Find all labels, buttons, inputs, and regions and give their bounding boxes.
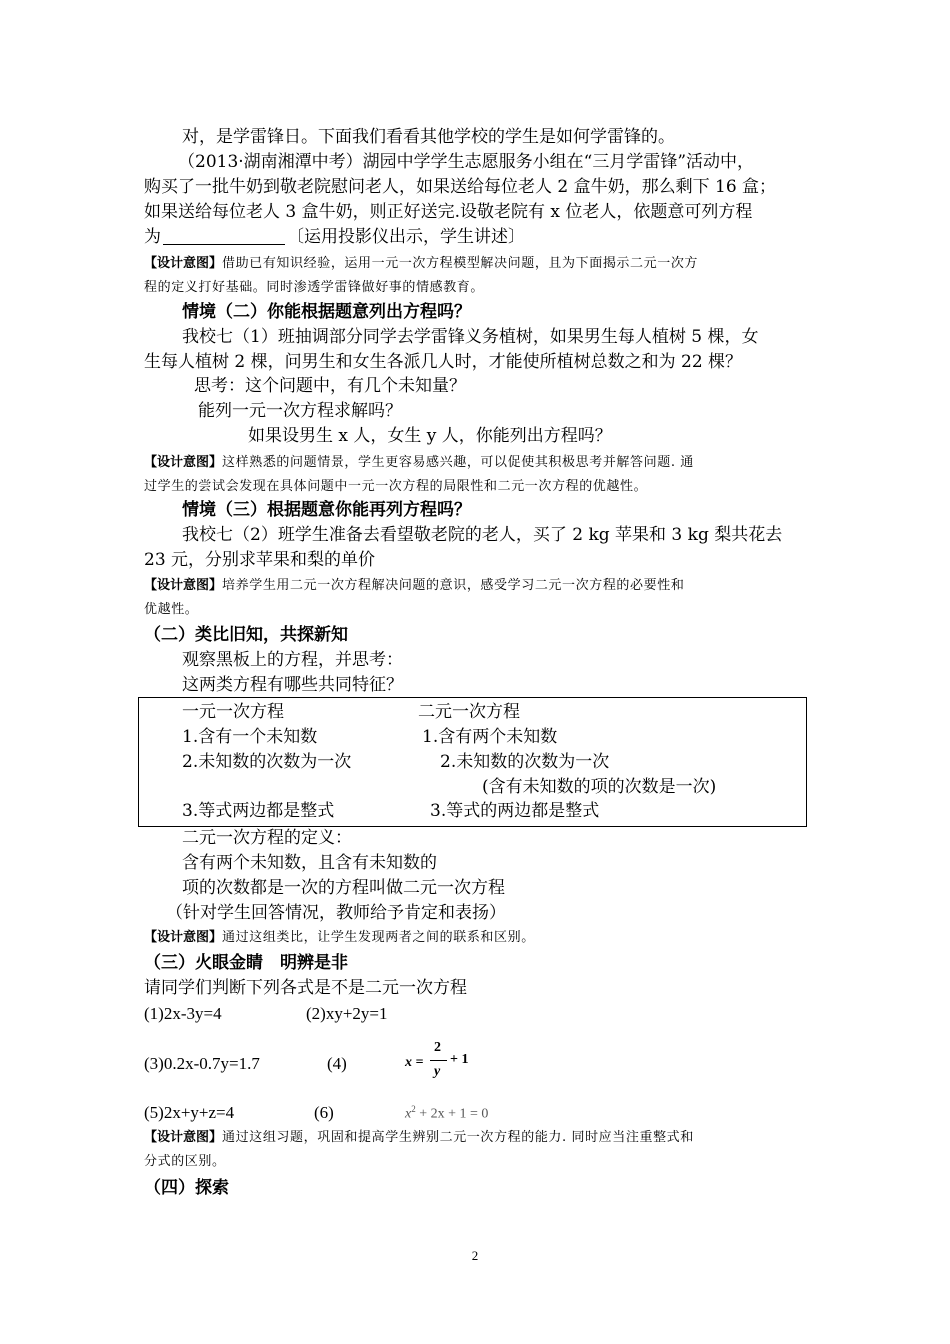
text-line: 如果设男生 x 人，女生 y 人，你能列出方程吗？ xyxy=(248,426,612,446)
note-label: 【设计意图】 xyxy=(144,930,223,945)
text-line: 二元一次方程的定义： xyxy=(182,828,352,848)
formula-denominator: y xyxy=(434,1064,441,1079)
design-note xyxy=(144,451,694,475)
note-text: 通过这组类比，让学生发现两者之间的联系和区别。 xyxy=(222,930,535,945)
equation: (1)2x-3y=4 xyxy=(144,1004,222,1023)
right-item: 1.含有两个未知数 xyxy=(422,727,558,747)
section-heading: （三）火眼金睛 明辨是非 xyxy=(144,953,348,973)
text-line: 能列一元一次方程求解吗？ xyxy=(198,401,402,421)
quadratic-formula xyxy=(405,1104,488,1123)
section-heading: （二）类比旧知，共探新知 xyxy=(144,625,348,645)
answer-blank xyxy=(163,227,285,245)
text-line: （2013·湖南湘潭中考）湖园中学学生志愿服务小组在“三月学雷锋”活动中， xyxy=(178,152,755,172)
note-label: 【设计意图】 xyxy=(144,455,223,470)
formula-lhs: x = xyxy=(405,1055,424,1070)
design-note-cont: 优越性。 xyxy=(144,602,199,617)
right-item-note: (含有未知数的项的次数是一次) xyxy=(482,777,717,797)
page-number: 2 xyxy=(471,1248,479,1263)
text-line: 我校七（2）班学生准备去看望敬老院的老人，买了 2 kg 苹果和 3 kg 梨共花去 xyxy=(182,525,783,545)
note-label: 【设计意图】 xyxy=(144,578,223,593)
right-title: 二元一次方程 xyxy=(418,702,520,722)
text-line: 含有两个未知数，且含有未知数的 xyxy=(182,853,437,873)
text-line: 生每人植树 2 棵，问男生和女生各派几人时，才能使所植树总数之和为 22 棵？ xyxy=(144,352,743,372)
text-line: 我校七（1）班抽调部分同学去学雷锋义务植树，如果男生每人植树 5 棵，女 xyxy=(182,327,759,347)
formula-exponent: 2 xyxy=(411,1104,416,1114)
note-label: 【设计意图】 xyxy=(144,256,223,271)
formula-rest: + 2x + 1 = 0 xyxy=(419,1106,489,1122)
equation: (2)xy+2y=1 xyxy=(306,1004,388,1023)
right-item: 2.未知数的次数为一次 xyxy=(440,752,610,772)
text-line: 23 元，分别求苹果和梨的单价 xyxy=(144,550,376,570)
text-line: 购买了一批牛奶到敬老院慰问老人，如果送给每位老人 2 盒牛奶，那么剩下 16 盒； xyxy=(144,177,777,197)
section-heading: （四）探索 xyxy=(144,1178,229,1198)
text-line: 观察黑板上的方程，并思考： xyxy=(182,650,403,670)
left-title: 一元一次方程 xyxy=(182,702,284,722)
design-note-cont: 程的定义打好基础。同时渗透学雷锋做好事的情感教育。 xyxy=(144,280,485,295)
design-note xyxy=(144,574,684,598)
text-line: 项的次数都是一次的方程叫做二元一次方程 xyxy=(182,878,505,898)
design-note xyxy=(144,252,698,276)
note-text: 借助已有知识经验，运用一元一次方程模型解决问题，且为下面揭示二元一次方 xyxy=(222,256,699,271)
equation: (3)0.2x-0.7y=1.7 xyxy=(144,1054,260,1073)
left-item: 1.含有一个未知数 xyxy=(182,727,318,747)
text-fragment: 为 xyxy=(144,227,161,247)
left-item: 2.未知数的次数为一次 xyxy=(182,752,352,772)
design-note xyxy=(144,926,535,950)
design-note-cont: 分式的区别。 xyxy=(144,1154,226,1169)
formula-numerator: 2 xyxy=(434,1040,441,1055)
text-line: （针对学生回答情况，教师给予肯定和表扬） xyxy=(166,903,506,923)
equation: (5)2x+y+z=4 xyxy=(144,1103,235,1122)
fraction-bar xyxy=(430,1060,447,1061)
formula-rhs: + 1 xyxy=(450,1052,469,1067)
text-fragment: 〔运用投影仪出示，学生讲述〕 xyxy=(287,227,525,247)
formula-var: x xyxy=(405,1106,412,1122)
section-heading: 情境（二）你能根据题意列出方程吗？ xyxy=(182,302,471,322)
text-line: 对，是学雷锋日。下面我们看看其他学校的学生是如何学雷锋的。 xyxy=(182,127,675,147)
equation-label: (6) xyxy=(314,1103,334,1122)
design-note-cont: 过学生的尝试会发现在具体问题中一元一次方程的局限性和二元一次方程的优越性。 xyxy=(144,479,648,494)
text-line: 请同学们判断下列各式是不是二元一次方程 xyxy=(144,978,467,998)
note-text: 这样熟悉的问题情景，学生更容易感兴趣，可以促使其积极思考并解答问题. 通 xyxy=(222,455,694,470)
right-item: 3.等式的两边都是整式 xyxy=(430,801,600,821)
design-note xyxy=(144,1126,694,1150)
text-line xyxy=(144,225,525,249)
text-line: 如果送给每位老人 3 盒牛奶，则正好送完.设敬老院有 x 位老人，依题意可列方程 xyxy=(144,202,753,222)
note-label: 【设计意图】 xyxy=(144,1130,223,1145)
equation-label: (4) xyxy=(327,1054,347,1073)
note-text: 通过这组习题，巩固和提高学生辨别二元一次方程的能力. 同时应当注重整式和 xyxy=(222,1130,694,1145)
section-heading: 情境（三）根据题意你能再列方程吗？ xyxy=(182,500,471,520)
note-text: 培养学生用二元一次方程解决问题的意识，感受学习二元一次方程的必要性和 xyxy=(222,578,685,593)
text-line: 思考：这个问题中，有几个未知量？ xyxy=(194,376,466,396)
left-item: 3.等式两边都是整式 xyxy=(182,801,335,821)
text-line: 这两类方程有哪些共同特征？ xyxy=(182,675,403,695)
